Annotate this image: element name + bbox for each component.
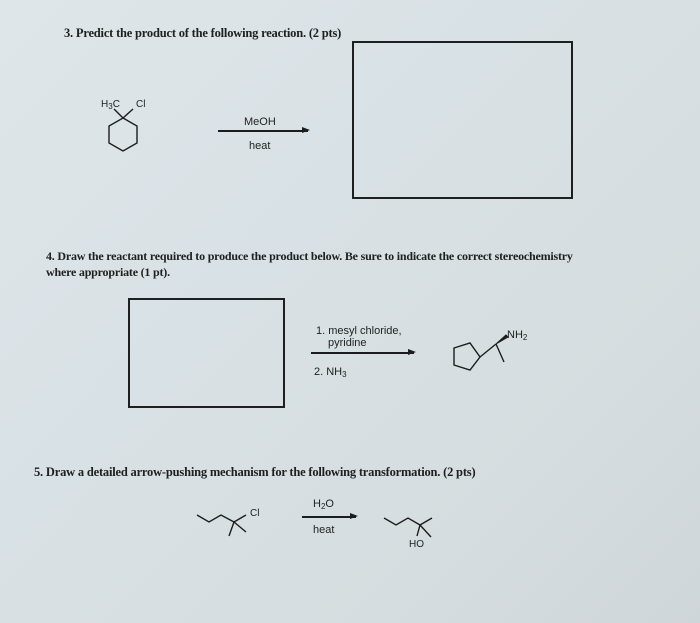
- chloromethylpentane-structure: [194, 505, 274, 555]
- methylpentanol-structure: [382, 512, 472, 562]
- answer-box-q4[interactable]: [128, 298, 285, 408]
- condition-heat-q3: heat: [249, 140, 271, 152]
- reagent-water: $H_2O$: [313, 498, 334, 511]
- reaction-arrow-q5: [302, 516, 356, 518]
- hydroxyl-label: HO: [409, 539, 424, 550]
- methyl-label: $H_3C$: [101, 99, 120, 111]
- reaction-arrow-q3: [218, 130, 308, 132]
- reagent-step1-line2: pyridine: [328, 337, 367, 349]
- question-4-prompt-line1: 4. Draw the reactant required to produce the product below. Be sure to indicate the correct stereochemistry: [46, 249, 573, 263]
- reagent-step2: 2. $NH_3$: [314, 366, 347, 379]
- condition-heat-q5: heat: [313, 524, 335, 536]
- chloro-label-q5: Cl: [250, 508, 260, 519]
- amine-label: $NH_2$: [507, 329, 528, 342]
- question-5-prompt: 5. Draw a detailed arrow-pushing mechanism for the following transformation. (2 pts): [34, 465, 476, 479]
- question-3-prompt: 3. Predict the product of the following reaction. (2 pts): [64, 26, 342, 40]
- answer-box-q3[interactable]: [352, 41, 573, 199]
- question-4-prompt-line2: where appropriate (1 pt).: [46, 265, 170, 279]
- cyclopentyl-ethylamine-structure: [448, 330, 548, 400]
- reagent-meoh: MeOH: [244, 116, 276, 128]
- reaction-arrow-q4: [311, 352, 414, 354]
- reagent-step1-line1: 1. mesyl chloride,: [316, 325, 402, 337]
- chloro-label: Cl: [136, 99, 146, 110]
